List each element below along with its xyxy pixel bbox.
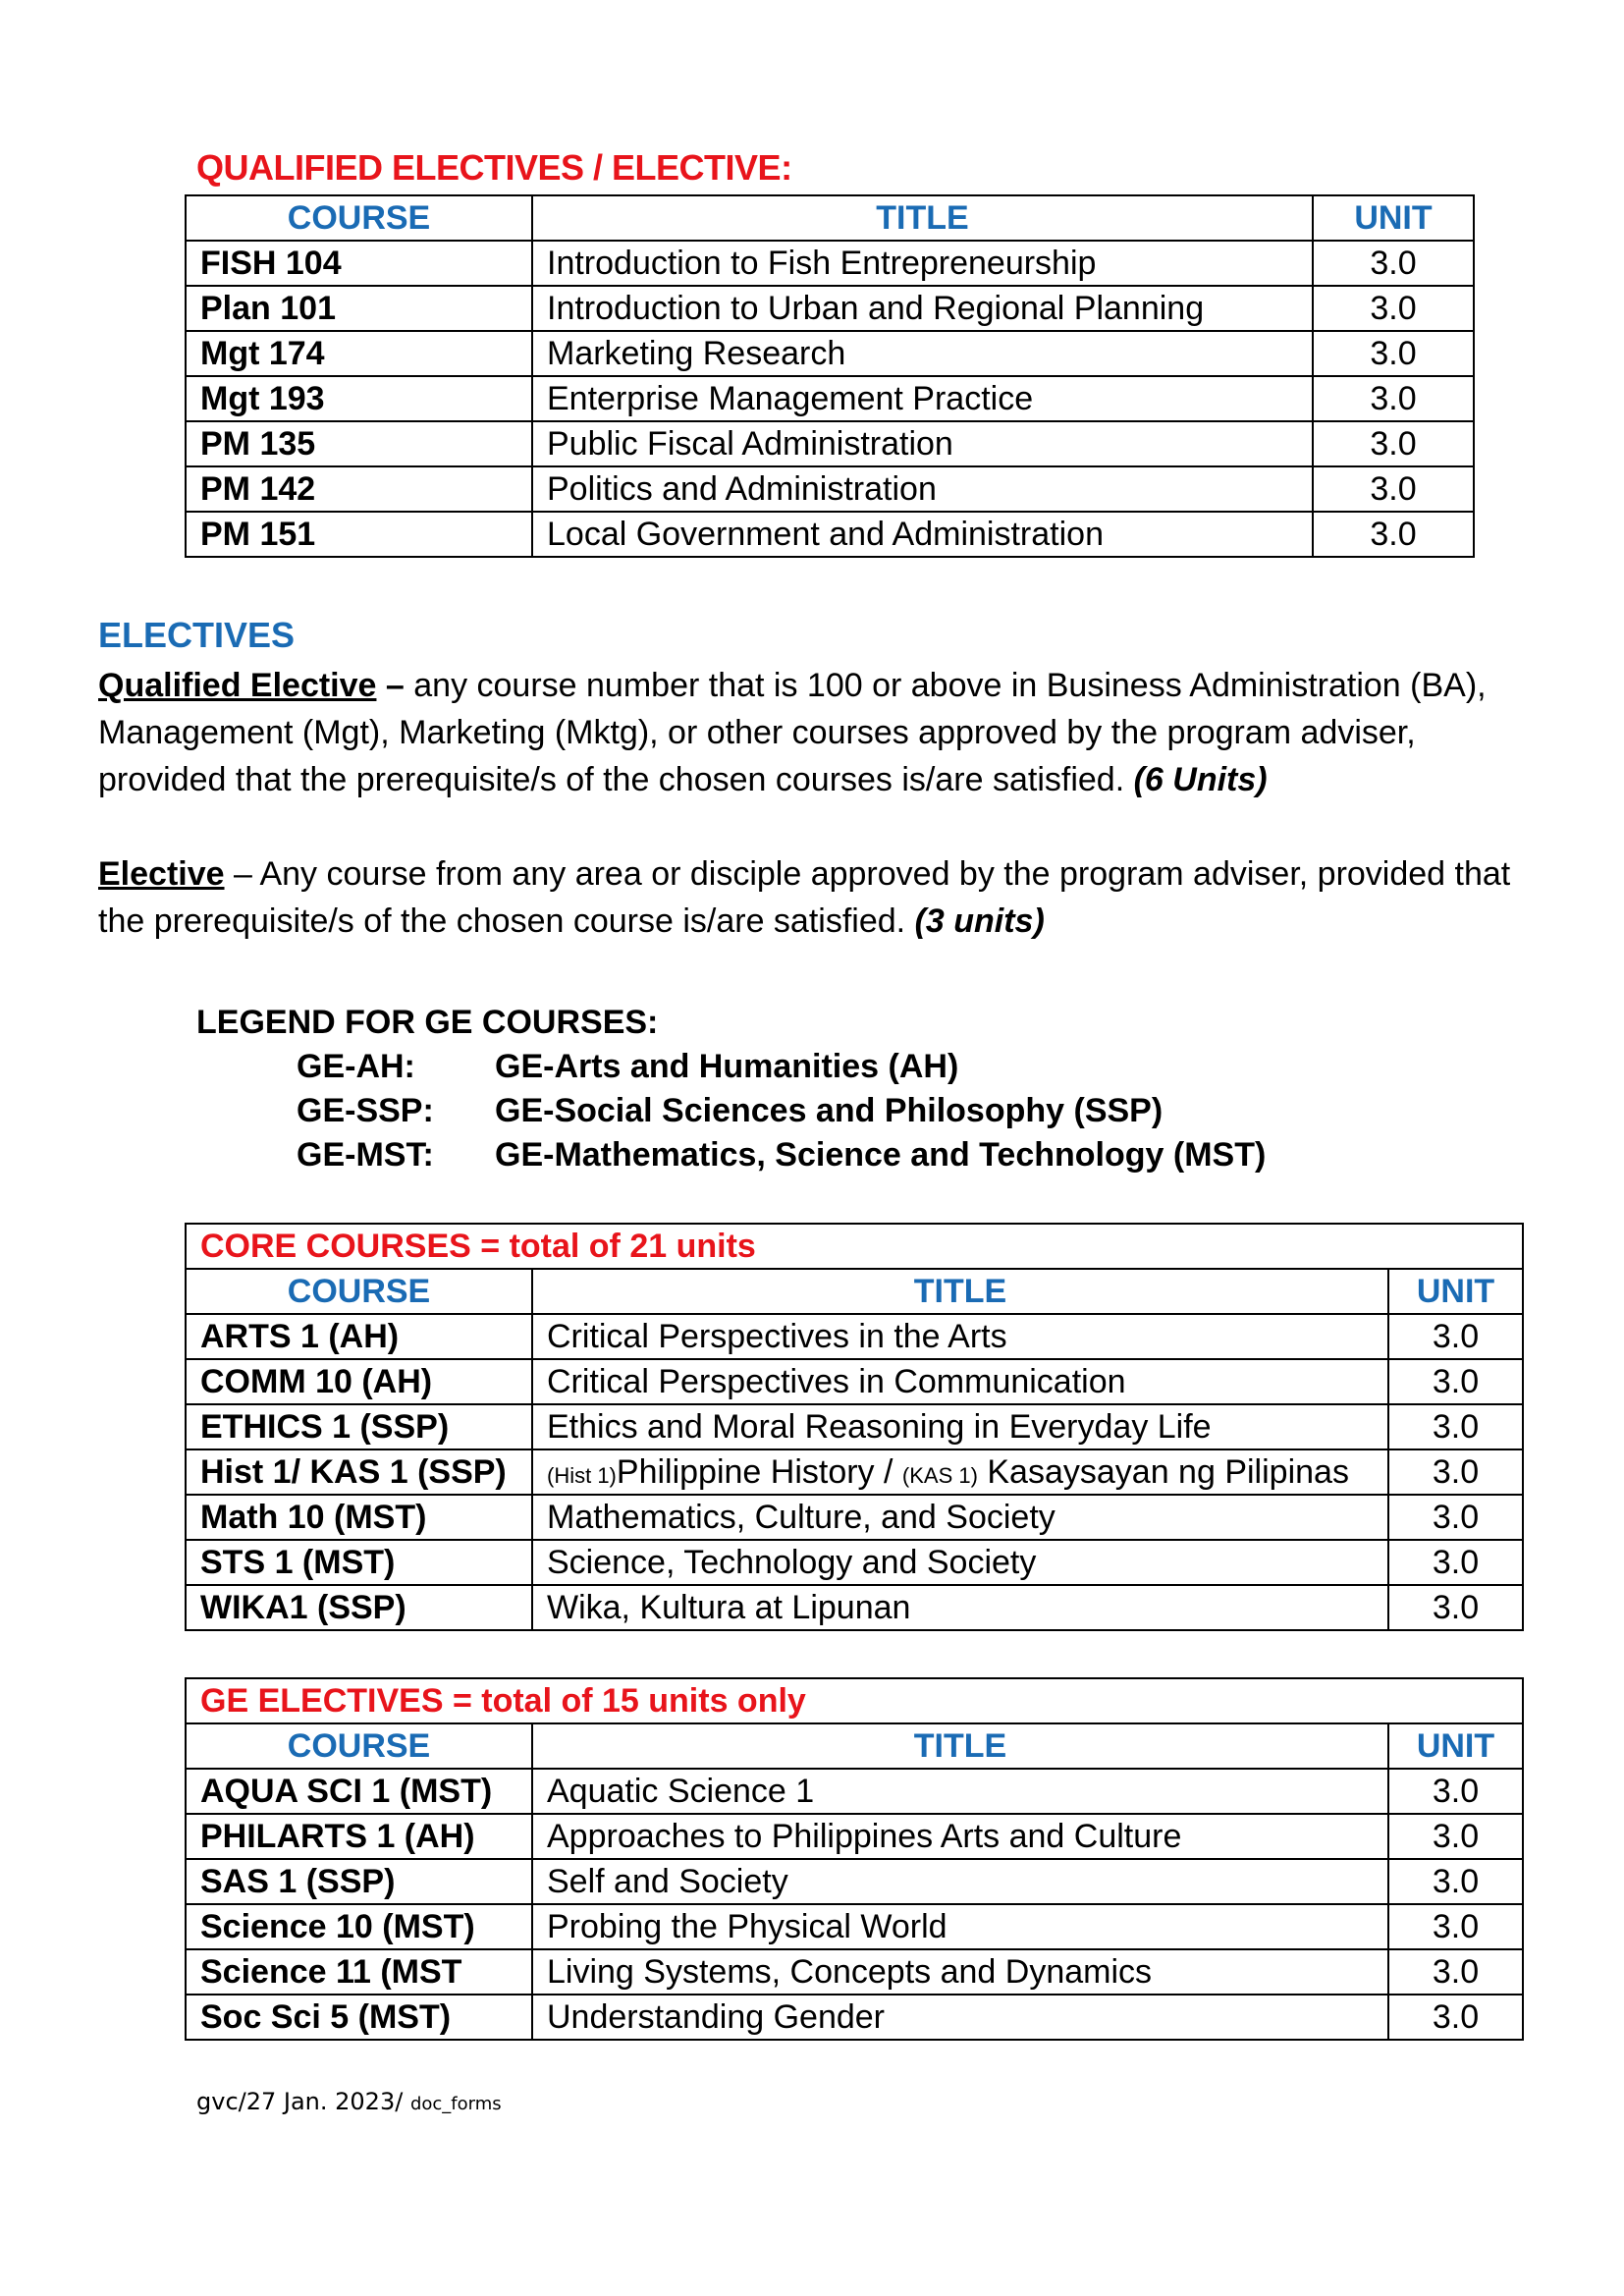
course-title: Understanding Gender [532,1995,1388,2040]
table-row [186,1540,1523,1585]
course-code: PM 142 [186,466,532,512]
header-course: COURSE [186,195,532,241]
course-title: Approaches to Philippines Arts and Culture [532,1814,1388,1859]
header-title: TITLE [532,195,1313,241]
course-code: COMM 10 (AH) [186,1359,532,1404]
title-note-hist: (Hist 1) [547,1462,617,1488]
legend-desc: GE-Arts and Humanities (AH) [495,1048,959,1085]
course-title: Critical Perspectives in the Arts [532,1314,1388,1359]
course-title: Ethics and Moral Reasoning in Everyday Life [532,1404,1388,1449]
qualified-elective-label: Qualified Elective [98,667,377,704]
course-title: Introduction to Fish Entrepreneurship [532,241,1313,286]
course-title: Aquatic Science 1 [532,1769,1388,1814]
course-code: Mgt 193 [186,376,532,421]
elective-paragraph [98,850,1551,945]
legend-desc: GE-Social Sciences and Philosophy (SSP) [495,1092,1164,1129]
header-title: TITLE [532,1723,1388,1769]
table-row [186,512,1474,557]
title-part: Philippine History / [616,1452,902,1491]
table-row [186,1359,1523,1404]
table-row [186,421,1474,466]
elective-label: Elective [98,855,225,893]
course-title: Politics and Administration [532,466,1313,512]
table-row [186,1859,1523,1904]
table-row [186,1949,1523,1995]
table-row [186,1904,1523,1949]
table-row [186,1404,1523,1449]
course-unit: 3.0 [1388,1314,1523,1359]
course-unit: 3.0 [1388,1495,1523,1540]
legend-code: GE-SSP: [297,1092,434,1129]
course-unit: 3.0 [1388,1359,1523,1404]
ge-electives-caption-row [186,1678,1523,1723]
table-header-row [186,195,1474,241]
ge-electives-table [185,1677,1524,2041]
course-title: Marketing Research [532,331,1313,376]
footer-reference: gvc/27 Jan. 2023/ [196,2088,410,2115]
course-unit: 3.0 [1388,1585,1523,1630]
course-unit: 3.0 [1313,421,1474,466]
qualified-electives-heading: QUALIFIED ELECTIVES / ELECTIVE: [196,147,792,188]
course-unit: 3.0 [1388,1769,1523,1814]
title-note-kas: (KAS 1) [901,1462,978,1488]
header-title: TITLE [532,1269,1388,1314]
course-unit: 3.0 [1313,331,1474,376]
course-title: Living Systems, Concepts and Dynamics [532,1949,1388,1995]
course-title: Self and Society [532,1859,1388,1904]
electives-heading: ELECTIVES [98,615,296,655]
course-title: Probing the Physical World [532,1904,1388,1949]
qualified-electives-table [185,194,1475,558]
core-courses-caption: CORE COURSES = total of 21 units [186,1224,1523,1269]
course-title: Enterprise Management Practice [532,376,1313,421]
course-unit: 3.0 [1388,1449,1523,1495]
course-code: SAS 1 (SSP) [186,1859,532,1904]
table-row [186,1314,1523,1359]
header-course: COURSE [186,1269,532,1314]
course-title: Wika, Kultura at Lipunan [532,1585,1388,1630]
course-unit: 3.0 [1313,286,1474,331]
header-unit: UNIT [1313,195,1474,241]
course-code: Math 10 (MST) [186,1495,532,1540]
course-code: Plan 101 [186,286,532,331]
course-code: ETHICS 1 (SSP) [186,1404,532,1449]
table-row [186,1585,1523,1630]
course-title: Critical Perspectives in Communication [532,1359,1388,1404]
table-row [186,286,1474,331]
core-courses-caption-row [186,1224,1523,1269]
table-row [186,1769,1523,1814]
elective-text: – Any course from any area or disciple approved by the program adviser, provided that the prerequisite/s of the chosen course is/are satisfied. [98,855,1511,940]
course-code: Mgt 174 [186,331,532,376]
table-row [186,376,1474,421]
header-unit: UNIT [1388,1723,1523,1769]
course-code: PM 151 [186,512,532,557]
core-courses-table [185,1223,1524,1631]
course-unit: 3.0 [1388,1814,1523,1859]
course-code: Soc Sci 5 (MST) [186,1995,532,2040]
footer-form-code: doc_forms [409,2094,502,2114]
qualified-elective-text: any course number that is 100 or above in Business Administration (BA), Management (Mgt), Marketing (Mktg), or other courses approved by the program adviser, provided that the prerequisite/s of the chosen courses is/are satisfied. [98,667,1487,798]
elective-units: (3 units) [914,902,1045,940]
course-code: Science 11 (MST [186,1949,532,1995]
table-row [186,1495,1523,1540]
legend-code: GE-MST: [297,1136,434,1174]
course-unit: 3.0 [1388,1404,1523,1449]
course-unit: 3.0 [1313,512,1474,557]
course-unit: 3.0 [1388,1904,1523,1949]
course-unit: 3.0 [1388,1859,1523,1904]
course-code: Hist 1/ KAS 1 (SSP) [186,1449,532,1495]
table-row [186,241,1474,286]
course-title: Public Fiscal Administration [532,421,1313,466]
course-unit: 3.0 [1388,1540,1523,1585]
qualified-elective-dash: – [376,667,405,704]
course-title: Local Government and Administration [532,512,1313,557]
course-title: Introduction to Urban and Regional Planning [532,286,1313,331]
course-code: Science 10 (MST) [186,1904,532,1949]
course-unit: 3.0 [1313,241,1474,286]
header-unit: UNIT [1388,1269,1523,1314]
course-code: AQUA SCI 1 (MST) [186,1769,532,1814]
course-code: FISH 104 [186,241,532,286]
course-code: WIKA1 (SSP) [186,1585,532,1630]
qualified-elective-units: (6 Units) [1133,761,1268,798]
course-unit: 3.0 [1388,1949,1523,1995]
table-header-row [186,1723,1523,1769]
course-unit: 3.0 [1313,466,1474,512]
course-code: PHILARTS 1 (AH) [186,1814,532,1859]
course-title: Science, Technology and Society [532,1540,1388,1585]
legend-heading: LEGEND FOR GE COURSES: [196,1004,659,1041]
legend-code: GE-AH: [297,1048,415,1085]
ge-electives-caption: GE ELECTIVES = total of 15 units only [186,1678,1523,1723]
table-row [186,331,1474,376]
title-part: Kasaysayan ng Pilipinas [977,1452,1349,1491]
qualified-elective-paragraph [98,662,1551,803]
table-row [186,466,1474,512]
course-title [532,1449,1388,1495]
course-unit: 3.0 [1388,1995,1523,2040]
course-unit: 3.0 [1313,376,1474,421]
course-code: PM 135 [186,421,532,466]
table-row [186,1449,1523,1495]
table-row [186,1995,1523,2040]
document-footer [196,2088,502,2115]
legend-desc: GE-Mathematics, Science and Technology (MST) [495,1136,1267,1174]
course-code: STS 1 (MST) [186,1540,532,1585]
table-row [186,1814,1523,1859]
header-course: COURSE [186,1723,532,1769]
course-title: Mathematics, Culture, and Society [532,1495,1388,1540]
table-header-row [186,1269,1523,1314]
course-code: ARTS 1 (AH) [186,1314,532,1359]
